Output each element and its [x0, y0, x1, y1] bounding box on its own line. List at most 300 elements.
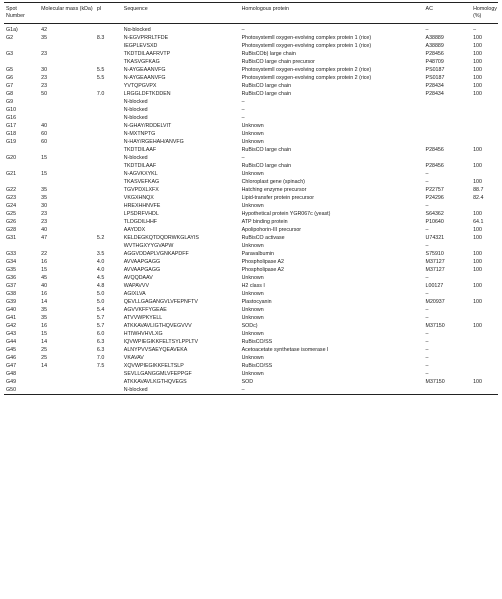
ac-cell: P28434 [425, 83, 444, 90]
homologous-protein-cell: RuBisCO large chain [241, 163, 292, 170]
homologous-protein-cell: Photosystemll oxygen-evolving complex protein 1 (rice) [241, 43, 372, 50]
homology-cell [471, 122, 498, 130]
homology-cell [471, 130, 498, 138]
sequence-cell: TKDTDILAAFRVTP [123, 51, 171, 58]
homology-cell [471, 330, 498, 338]
pi-cell [95, 186, 122, 194]
homologous-protein-cell: – [241, 107, 245, 114]
homology-cell [471, 346, 498, 354]
sequence-cell: AGIXLVA [123, 291, 146, 298]
header-spot-number: Spot Number [6, 6, 25, 20]
ac-cell: – [425, 275, 429, 282]
table-row [4, 226, 498, 234]
spot-number-cell: G34 [6, 259, 17, 266]
homology-cell: 100 [473, 43, 482, 50]
ac-cell: S75910 [425, 251, 444, 258]
spot-number-cell: G42 [6, 323, 17, 330]
ac-cell: L00127 [425, 283, 444, 290]
table-row [4, 122, 498, 130]
pi-cell [95, 370, 122, 378]
homology-cell: – [473, 27, 477, 34]
molecular-mass-cell: 60 [41, 131, 48, 138]
pi-cell [95, 202, 122, 210]
spot-number-cell: G43 [6, 331, 17, 338]
sequence-cell: QEVLLGAGANGVLVFEPNFTV [123, 299, 198, 306]
homology-cell: 100 [473, 59, 482, 66]
ac-cell: – [425, 203, 429, 210]
pi-cell: 8.3 [96, 35, 105, 42]
protein-identification-table [4, 2, 498, 395]
homology-cell: 100 [473, 75, 482, 82]
molecular-mass-cell: 35 [41, 195, 48, 202]
ac-cell: M37150 [425, 379, 445, 386]
homologous-protein-cell: Unknown [241, 291, 264, 298]
pi-cell [95, 178, 122, 186]
spot-number-cell: G3 [6, 51, 14, 58]
spot-number-cell: G2 [6, 35, 14, 42]
ac-cell: – [425, 315, 429, 322]
sequence-cell: IEGPLEVSXD [123, 43, 158, 50]
spot-number-cell [4, 58, 39, 66]
pi-cell: 5.7 [96, 323, 105, 330]
homologous-protein-cell: Unknown [241, 139, 264, 146]
homologous-protein-cell: Unknown [241, 355, 264, 362]
molecular-mass-cell: 30 [41, 203, 48, 210]
sequence-cell: N-blocked [123, 107, 148, 114]
homology-cell [471, 306, 498, 314]
ac-cell: M37150 [425, 323, 445, 330]
spot-number-cell: G23 [6, 195, 17, 202]
pi-cell: 6.0 [96, 331, 105, 338]
pi-cell: 4.0 [96, 267, 105, 274]
table-row [4, 322, 498, 330]
molecular-mass-cell: 23 [41, 219, 48, 226]
table-row [4, 290, 498, 298]
molecular-mass-cell: 35 [41, 35, 48, 42]
pi-cell: 3.5 [96, 251, 105, 258]
sequence-cell: TKASVEFKAG [123, 179, 160, 186]
spot-number-cell: G49 [6, 379, 17, 386]
homology-cell: 100 [473, 147, 482, 154]
sequence-cell: TKASVGFKAG [123, 59, 160, 66]
pi-cell: 5.4 [96, 307, 105, 314]
table-row [4, 282, 498, 290]
sequence-cell: VKGXHNQX [123, 195, 154, 202]
homology-cell [471, 242, 498, 250]
molecular-mass-cell: 22 [41, 251, 48, 258]
homologous-protein-cell: Unknown [241, 331, 264, 338]
table-row [4, 74, 498, 82]
sequence-cell: N-blocked [123, 115, 148, 122]
molecular-mass-cell: 40 [41, 283, 48, 290]
table-row [4, 378, 498, 386]
spot-number-cell: G26 [6, 219, 17, 226]
homologous-protein-cell: Acetoacetate synthetase isomerase I [241, 347, 329, 354]
homology-cell [471, 106, 498, 114]
homology-cell [471, 290, 498, 298]
homology-cell [471, 170, 498, 178]
homologous-protein-cell: Phospholipase A2 [241, 267, 285, 274]
molecular-mass-cell: 15 [41, 331, 48, 338]
sequence-cell: AVQQDAAV [123, 275, 153, 282]
sequence-cell: IQVWPIEGIKKFELTSYLPPLTV [123, 339, 199, 346]
homologous-protein-cell: RuBisCO/SS [241, 339, 273, 346]
table-row [4, 362, 498, 370]
homology-cell: 100 [473, 235, 482, 242]
pi-cell [95, 42, 122, 50]
pi-cell: 7.0 [96, 355, 105, 362]
spot-number-cell: G9 [6, 99, 14, 106]
spot-number-cell: G37 [6, 283, 17, 290]
molecular-mass-cell: 30 [41, 67, 48, 74]
homology-cell [471, 370, 498, 378]
homology-cell [471, 274, 498, 282]
sequence-cell: AGVVKFFYGEAE [123, 307, 167, 314]
homologous-protein-cell: – [241, 27, 245, 34]
molecular-mass-cell [39, 378, 95, 386]
homologous-protein-cell: Phospholipase A2 [241, 259, 285, 266]
ac-cell: – [425, 331, 429, 338]
homologous-protein-cell: RuBisCO/SS [241, 363, 273, 370]
sequence-cell: TKDTDILAAF [123, 163, 157, 170]
pi-cell [95, 162, 122, 170]
table-row [4, 234, 498, 242]
table-row [4, 306, 498, 314]
homologous-protein-cell: Hatching enzyme precursor [241, 187, 307, 194]
ac-cell: A38889 [425, 43, 444, 50]
molecular-mass-cell: 14 [41, 339, 48, 346]
table-row [4, 50, 498, 58]
pi-cell [95, 50, 122, 58]
ac-cell: – [425, 347, 429, 354]
homology-cell: 82.4 [473, 195, 484, 202]
sequence-cell: N-MXTNPTG [123, 131, 156, 138]
spot-number-cell: G7 [6, 83, 14, 90]
molecular-mass-cell: 60 [41, 139, 48, 146]
homologous-protein-cell: Unknown [241, 315, 264, 322]
spot-number-cell: G21 [6, 171, 17, 178]
table-row [4, 330, 498, 338]
spot-number-cell: G47 [6, 363, 17, 370]
pi-cell [95, 170, 122, 178]
molecular-mass-cell [39, 242, 95, 250]
ac-cell: – [425, 27, 429, 34]
ac-cell: – [425, 227, 429, 234]
molecular-mass-cell: 15 [41, 155, 48, 162]
homologous-protein-cell: Unknown [241, 243, 264, 250]
pi-cell: 5.5 [96, 67, 105, 74]
molecular-mass-cell [39, 178, 95, 186]
table-row [4, 130, 498, 138]
pi-cell [95, 98, 122, 106]
protein-table-container [4, 2, 498, 395]
homologous-protein-cell: RuBisCO activase [241, 235, 285, 242]
spot-number-cell [4, 42, 39, 50]
pi-cell: 6.3 [96, 347, 105, 354]
molecular-mass-cell: 15 [41, 267, 48, 274]
table-row [4, 170, 498, 178]
ac-cell [424, 122, 472, 130]
ac-cell: P28456 [425, 163, 444, 170]
molecular-mass-cell [39, 370, 95, 378]
molecular-mass-cell: 42 [41, 27, 48, 34]
header-homology: Homology (%) [473, 6, 497, 20]
ac-cell: – [425, 179, 429, 186]
homology-cell: 100 [473, 83, 482, 90]
homologous-protein-cell: – [241, 115, 245, 122]
pi-cell [95, 58, 122, 66]
homologous-protein-cell: RuBisCO large chain precursor [241, 59, 315, 66]
sequence-cell: N-AYGEAANVFG [123, 75, 166, 82]
homology-cell: 100 [473, 379, 482, 386]
table-row [4, 370, 498, 378]
ac-cell: U74321 [425, 235, 445, 242]
table-row [4, 202, 498, 210]
molecular-mass-cell: 25 [41, 347, 48, 354]
sequence-cell: TGVPDXLXFX [123, 187, 159, 194]
molecular-mass-cell: 45 [41, 275, 48, 282]
pi-cell: 5.7 [96, 315, 105, 322]
table-row [4, 242, 498, 250]
table-row [4, 186, 498, 194]
ac-cell: M20937 [425, 299, 445, 306]
ac-cell: – [425, 243, 429, 250]
pi-cell [95, 138, 122, 146]
molecular-mass-cell [39, 162, 95, 170]
homology-cell: 100 [473, 299, 482, 306]
sequence-cell: WVTHGXYYGVAPW [123, 243, 174, 250]
homology-cell: 100 [473, 67, 482, 74]
header-homologous-protein: Homologous protein [241, 6, 289, 12]
molecular-mass-cell: 16 [41, 259, 48, 266]
homologous-protein-cell: H2 class I [241, 283, 265, 290]
homologous-protein-cell: Unknown [241, 123, 264, 130]
ac-cell: M37127 [425, 259, 445, 266]
spot-number-cell: G28 [6, 227, 17, 234]
table-row [4, 42, 498, 50]
molecular-mass-cell: 16 [41, 323, 48, 330]
molecular-mass-cell: 40 [41, 227, 48, 234]
pi-cell [95, 154, 122, 162]
molecular-mass-cell [39, 42, 95, 50]
homology-cell: 100 [473, 227, 482, 234]
ac-cell: – [425, 355, 429, 362]
spot-number-cell: G41 [6, 315, 17, 322]
spot-number-cell: G33 [6, 251, 17, 258]
table-row [4, 194, 498, 202]
homologous-protein-cell: Unknown [241, 371, 264, 378]
spot-number-cell: G39 [6, 299, 17, 306]
table-row [4, 34, 498, 42]
molecular-mass-cell: 35 [41, 187, 48, 194]
homology-cell [471, 314, 498, 322]
header-row [4, 3, 498, 24]
homologous-protein-cell: Unknown [241, 275, 264, 282]
spot-number-cell: G25 [6, 211, 17, 218]
table-row [4, 90, 498, 98]
molecular-mass-cell: 16 [41, 291, 48, 298]
ac-cell [424, 98, 472, 106]
homology-cell [471, 386, 498, 395]
table-row [4, 314, 498, 322]
table-row [4, 66, 498, 74]
pi-cell: 4.5 [96, 275, 105, 282]
spot-number-cell: G45 [6, 347, 17, 354]
sequence-cell: ALNYPVVSAEYQEAVEKA [123, 347, 188, 354]
table-row [4, 24, 498, 35]
pi-cell: 6.3 [96, 339, 105, 346]
homologous-protein-cell: Chloroplast gene (spinach) [241, 179, 305, 186]
spot-number-cell: G50 [4, 386, 39, 395]
spot-number-cell: G40 [6, 307, 17, 314]
table-row [4, 138, 498, 146]
spot-number-cell: G18 [6, 131, 17, 138]
spot-number-cell: G19 [6, 139, 17, 146]
table-row [4, 210, 498, 218]
sequence-cell: N-EGVPRRLTFDE [123, 35, 169, 42]
sequence-cell: SEVLLGANGGMLVFEPPGF [123, 371, 192, 378]
pi-cell [95, 122, 122, 130]
table-header [4, 3, 498, 24]
pi-cell: 4.8 [96, 283, 105, 290]
homologous-protein-cell: SOD [241, 379, 254, 386]
spot-number-cell: G1a) [6, 27, 18, 34]
homologous-protein-cell: – [241, 99, 245, 106]
table-row [4, 82, 498, 90]
homologous-protein-cell: Unknown [241, 203, 264, 210]
molecular-mass-cell: 15 [41, 171, 48, 178]
sequence-cell: VKAVAV [123, 355, 144, 362]
table-row [4, 266, 498, 274]
homology-cell [471, 114, 498, 122]
ac-cell [424, 154, 472, 162]
ac-cell: P22757 [425, 187, 444, 194]
pi-cell: 4.0 [96, 259, 105, 266]
pi-cell [95, 386, 122, 395]
header-molecular-mass: Molecular mass (kDa) [41, 6, 93, 12]
homologous-protein-cell: RuBisCO large chain [241, 83, 292, 90]
molecular-mass-cell: 50 [41, 91, 48, 98]
pi-cell [95, 106, 122, 114]
table-row [4, 218, 498, 226]
homologous-protein-cell: RuBisCO large chain [241, 91, 292, 98]
pi-cell: 5.5 [96, 75, 105, 82]
homology-cell [471, 138, 498, 146]
ac-cell [424, 130, 472, 138]
homologous-protein-cell: Paravalbumin [241, 251, 274, 258]
table-row [4, 298, 498, 306]
ac-cell [424, 106, 472, 114]
ac-cell: – [425, 339, 429, 346]
pi-cell [95, 146, 122, 154]
pi-cell: 7.0 [96, 91, 105, 98]
sequence-cell: ATKKAVAVLIGTHQVEGVVV [123, 323, 192, 330]
pi-cell: 7.5 [96, 363, 105, 370]
sequence-cell: ATVVWPKYELL [123, 315, 163, 322]
homologous-protein-cell: Unknown [241, 307, 264, 314]
homology-cell: 100 [473, 251, 482, 258]
sequence-cell: N-blocked [123, 99, 148, 106]
homologous-protein-cell: Plastocyanin [241, 299, 272, 306]
table-row [4, 106, 498, 114]
molecular-mass-cell [39, 386, 95, 395]
ac-cell: – [425, 371, 429, 378]
sequence-cell: N-blocked [123, 155, 148, 162]
header-sequence: Sequence [123, 6, 148, 12]
ac-cell: – [425, 291, 429, 298]
molecular-mass-cell: 35 [41, 307, 48, 314]
sequence-cell: N-AYGEAANVFG [123, 67, 166, 74]
sequence-cell: Nα-blocked [123, 27, 151, 34]
molecular-mass-cell: 35 [41, 315, 48, 322]
homologous-protein-cell: Unknown [241, 171, 264, 178]
ac-cell: M37127 [425, 267, 445, 274]
molecular-mass-cell: 23 [41, 211, 48, 218]
pi-cell [95, 242, 122, 250]
ac-cell: PS0187 [425, 75, 445, 82]
homologous-protein-cell: Hypothetical protein YGR067c (yeast) [241, 211, 331, 218]
pi-cell [95, 82, 122, 90]
pi-cell: 5.0 [96, 291, 105, 298]
homologous-protein-cell: – [240, 386, 424, 395]
homology-cell: 64.1 [473, 219, 484, 226]
homologous-protein-cell: Photosystemll oxygen-evolving complex protein 2 (rice) [241, 67, 372, 74]
ac-cell: P24296 [425, 195, 444, 202]
sequence-cell: AGGVDDAPLVGNKAPDFF [123, 251, 189, 258]
homologous-protein-cell: Photosystemll oxygen-evolving complex protein 2 (rice) [241, 75, 372, 82]
homology-cell: 100 [473, 163, 482, 170]
molecular-mass-cell [39, 146, 95, 154]
homology-cell [471, 154, 498, 162]
table-row [4, 178, 498, 186]
homology-cell: 100 [473, 51, 482, 58]
sequence-cell: LRGGLDFTKDDEN [123, 91, 171, 98]
table-row [4, 274, 498, 282]
sequence-cell: KELDEGKQTDQDRWKGLAYIS [123, 235, 199, 242]
homology-cell: 100 [473, 267, 482, 274]
ac-cell: PS0187 [425, 67, 445, 74]
sequence-cell: LPSDRFVHDL [123, 211, 159, 218]
sequence-cell: N-HAY/RGEHAH/ANVFG [123, 139, 184, 146]
sequence-cell: N-GHAY/RDDELVIT [123, 123, 172, 130]
molecular-mass-cell: 14 [41, 363, 48, 370]
spot-number-cell [4, 178, 39, 186]
spot-number-cell: G44 [6, 339, 17, 346]
homology-cell: 100 [473, 211, 482, 218]
ac-cell: P28434 [425, 91, 444, 98]
molecular-mass-cell: 23 [41, 51, 48, 58]
molecular-mass-cell: 23 [41, 83, 48, 90]
pi-cell [95, 24, 122, 35]
ac-cell [424, 138, 472, 146]
ac-cell: S64362 [425, 211, 444, 218]
molecular-mass-cell [39, 106, 95, 114]
sequence-cell: AVVAAPGAGG [123, 267, 161, 274]
pi-cell [95, 218, 122, 226]
sequence-cell: N-blocked [122, 386, 240, 395]
pi-cell: 5.2 [96, 235, 105, 242]
ac-cell: P48709 [425, 59, 444, 66]
sequence-cell: TKDTDILAAF [123, 147, 157, 154]
spot-number-cell [4, 146, 39, 154]
table-row [4, 386, 498, 395]
table-body [4, 24, 498, 395]
pi-cell [95, 194, 122, 202]
homologous-protein-cell: ATP binding protein [241, 219, 288, 226]
ac-cell [424, 114, 472, 122]
molecular-mass-cell: 25 [41, 355, 48, 362]
homologous-protein-cell: – [241, 155, 245, 162]
